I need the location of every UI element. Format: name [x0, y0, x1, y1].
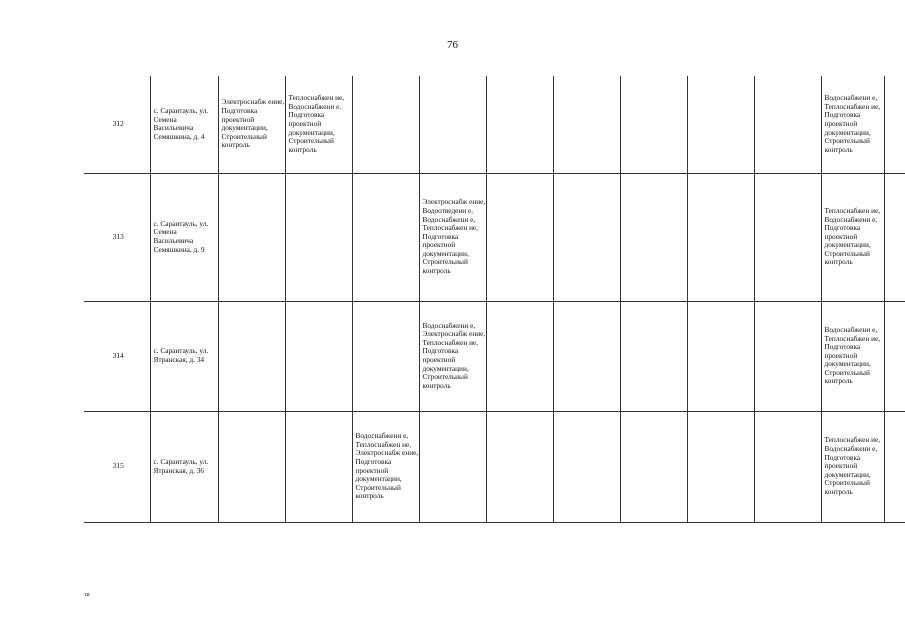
- empty-cell: [620, 301, 687, 411]
- empty-cell: [486, 301, 553, 411]
- work-cell: [218, 173, 285, 301]
- table-row: [84, 411, 905, 522]
- address-cell: с. Сараитауль, ул. Ятранская, д. 34: [150, 301, 218, 411]
- row-number: 313: [84, 173, 150, 301]
- empty-cell: [884, 301, 905, 411]
- work-cell: Водоснабжени е, Электроснабж ение, Теплоснабжен ие, Подготовка проектной документации, Строительный контроль: [419, 301, 486, 411]
- empty-cell: [884, 76, 905, 173]
- row-number: 314: [84, 301, 150, 411]
- empty-cell: [553, 173, 620, 301]
- empty-cell: [687, 301, 754, 411]
- empty-cell: [486, 411, 553, 522]
- empty-cell: [553, 301, 620, 411]
- work-cell: Теплоснабжен ие, Водоснабжени е, Подготовка проектной документации, Строительный контроль: [821, 411, 884, 522]
- empty-cell: [486, 173, 553, 301]
- work-cell: [352, 301, 419, 411]
- empty-cell: [620, 76, 687, 173]
- empty-cell: [620, 411, 687, 522]
- empty-cell: [553, 411, 620, 522]
- table-row: [84, 76, 905, 173]
- work-cell: Теплоснабжен ие, Водоснабжени е. Подготовка проектной документации, Строительный контроль: [285, 76, 352, 173]
- empty-cell: [687, 411, 754, 522]
- row-number: 312: [84, 76, 150, 173]
- work-cell: Теплоснабжен ие, Водоснабжени е, Подготовка проектной документации, Строительный контроль: [821, 173, 884, 301]
- empty-cell: [754, 411, 821, 522]
- empty-cell: [884, 173, 905, 301]
- address-cell: с. Сараитауль, ул. Ятранская, д. 36: [150, 411, 218, 522]
- address-cell: с. Сараитауль, ул. Семена Васильевича Семяшкина, д. 9: [150, 173, 218, 301]
- address-cell: с. Сараитауль, ул. Семена Васильевича Семяшкина, д. 4: [150, 76, 218, 173]
- work-cell: Водоснабжени е, Теплоснабжен ие, Подготовка проектной документации, Строительный контроль: [821, 76, 884, 173]
- work-cell: [285, 411, 352, 522]
- empty-cell: [754, 173, 821, 301]
- row-number: 315: [84, 411, 150, 522]
- work-cell: [419, 76, 486, 173]
- work-cell: Водоснабжени е, Теплоснабжен ие, Электроснабж ение, Подготовка проектной документации, Строительный контроль: [352, 411, 419, 522]
- table-row: [84, 301, 905, 411]
- registry-table: [84, 76, 905, 523]
- empty-cell: [486, 76, 553, 173]
- work-cell: [352, 76, 419, 173]
- empty-cell: [884, 411, 905, 522]
- work-cell: Водоснабжени е, Теплоснабжен ие, Подготовка проектной документации, Строительный контроль: [821, 301, 884, 411]
- empty-cell: [687, 76, 754, 173]
- empty-cell: [754, 301, 821, 411]
- work-cell: [218, 301, 285, 411]
- work-cell: [218, 411, 285, 522]
- work-cell: [285, 301, 352, 411]
- table-row: [84, 173, 905, 301]
- footer-mark: ш: [85, 592, 91, 598]
- work-cell: Электроснабж ение, Подготовка проектной документации, Строительный контроль: [218, 76, 285, 173]
- work-cell: [285, 173, 352, 301]
- empty-cell: [553, 76, 620, 173]
- work-cell: [352, 173, 419, 301]
- empty-cell: [620, 173, 687, 301]
- empty-cell: [754, 76, 821, 173]
- work-cell: Электроснабж ение, Водоотведени е, Водоснабжени е, Теплоснабжен ие, Подготовка проектной документации, Строительный контроль: [419, 173, 486, 301]
- empty-cell: [687, 173, 754, 301]
- work-cell: [419, 411, 486, 522]
- page-number: 76: [447, 39, 458, 51]
